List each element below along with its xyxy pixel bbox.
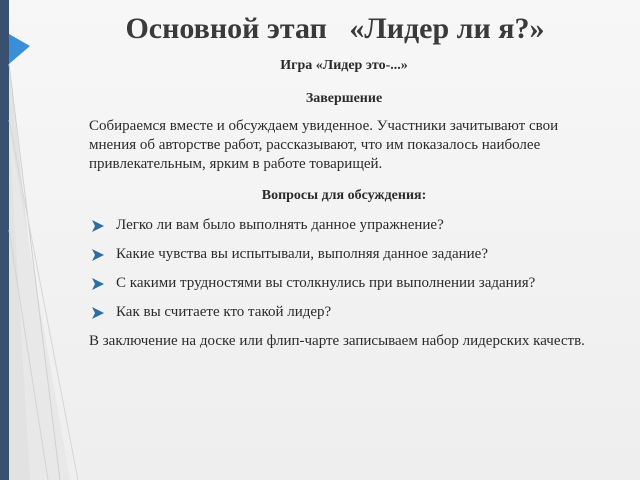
list-item (89, 274, 599, 293)
questions-list (89, 216, 599, 322)
questions-heading: Вопросы для обсуждения: (261, 188, 427, 203)
section-title: Завершение (305, 91, 383, 106)
arrow-bullet-icon (91, 306, 105, 320)
decorative-triangles (0, 0, 90, 480)
question-text: Как вы считаете кто такой лидер? (116, 304, 332, 320)
question-text: Какие чувства вы испытывали, выполняя данное задание? (116, 246, 488, 262)
list-item (89, 303, 599, 322)
arrow-bullet-icon (91, 219, 105, 233)
game-title: Игра «Лидер это-...» (280, 58, 408, 73)
intro-paragraph: Собираемся вместе и обсуждаем увиденное. Участники зачитывают свои мнения об авторстве работ, рассказывают, что им показалось наиболее привлекательным, ярким в работе товарищей. (89, 118, 559, 172)
question-text: Легко ли вам было выполнять данное упражнение? (116, 217, 444, 233)
slide-title: Основной этап «Лидер ли я?» (125, 12, 545, 45)
conclusion-paragraph: В заключение на доске или флип-чарте записываем набор лидерских качеств. (89, 333, 585, 349)
list-item (89, 216, 599, 235)
arrow-bullet-icon (91, 277, 105, 291)
question-text: С какими трудностями вы столкнулись при выполнении задания? (116, 275, 536, 291)
slide-content (89, 56, 599, 351)
arrow-bullet-icon (91, 248, 105, 262)
list-item (89, 245, 599, 264)
